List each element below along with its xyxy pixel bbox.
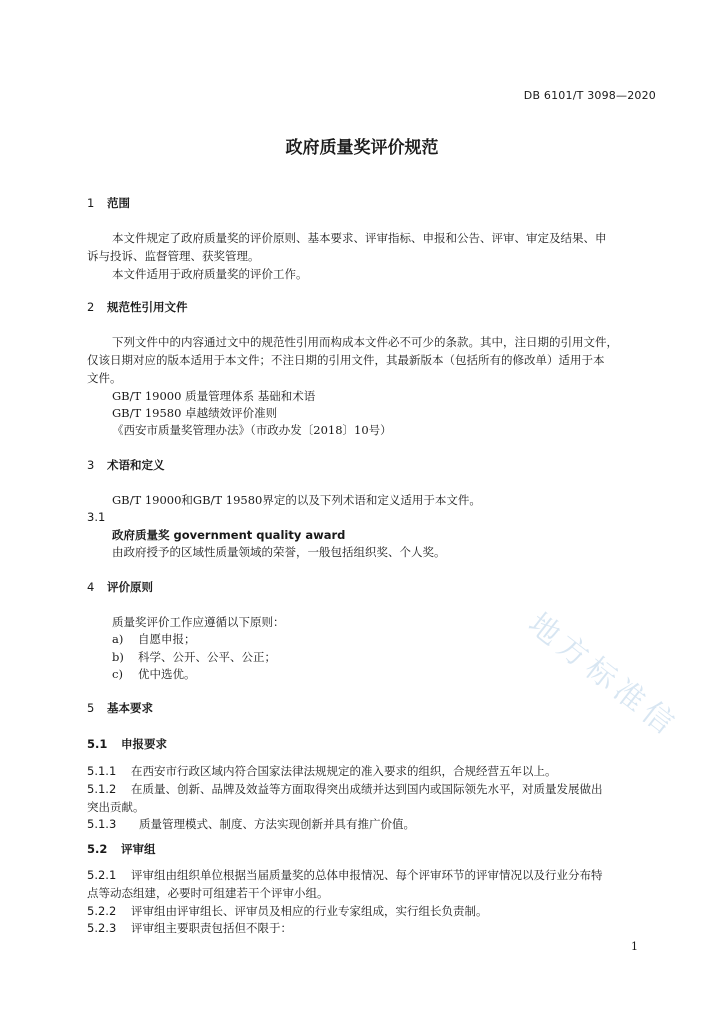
clause-number: 5.2.3	[87, 921, 117, 935]
list-item	[112, 648, 276, 666]
clause	[87, 902, 488, 920]
standard-code: DB 6101/T 3098—2020	[523, 89, 656, 102]
clause	[87, 866, 603, 884]
clause-text: 评审组由组织单位根据当届质量奖的总体申报情况、每个评审环节的评审情况以及行业分布特	[131, 868, 603, 882]
paragraph: 本文件规定了政府质量奖的评价原则、基本要求、评审指标、申报和公告、评审、审定及结果、申	[112, 231, 607, 245]
list-marker: a)	[112, 632, 124, 646]
list-marker: b)	[112, 650, 124, 664]
section-2-heading	[87, 299, 188, 315]
list-text: 自愿申报；	[138, 632, 196, 646]
paragraph: GB/T 19000和GB/T 19580界定的以及下列术语和定义适用于本文件。	[112, 493, 481, 507]
reference-item: 《西安市质量奖管理办法》（市政办发〔2018〕10号）	[112, 423, 392, 437]
section-5-heading	[87, 700, 153, 716]
subsection-number: 5.2	[87, 842, 108, 856]
reference-item: GB/T 19580 卓越绩效评价准则	[112, 406, 278, 420]
clause-text: 评审组由评审组长、评审员及相应的行业专家组成，实行组长负责制。	[131, 904, 488, 918]
clause-number: 5.1.1	[87, 764, 117, 778]
clause-text: 在西安市行政区域内符合国家法律法规规定的准入要求的组织，合规经营五年以上。	[131, 764, 557, 778]
clause-text: 评审组主要职责包括但不限于：	[131, 921, 292, 935]
term-definition: 由政府授予的区域性质量领域的荣誉，一般包括组织奖、个人奖。	[112, 545, 446, 559]
section-4-heading	[87, 579, 153, 595]
paragraph: 本文件适用于政府质量奖的评价工作。	[112, 267, 308, 281]
section-number: 3	[87, 458, 95, 472]
clause	[87, 780, 603, 798]
clause	[87, 815, 415, 833]
subsection-title: 申报要求	[121, 737, 167, 751]
list-text: 优中选优。	[138, 667, 196, 681]
section-1-heading	[87, 195, 130, 211]
subsection-5-1-heading	[87, 736, 167, 752]
list-marker: c)	[112, 667, 123, 681]
paragraph-continuation: 诉与投诉、监督管理、获奖管理。	[87, 249, 260, 263]
subsection-5-2-heading	[87, 841, 156, 857]
watermark: 地方标准信	[521, 606, 685, 745]
paragraph-continuation: 仅该日期对应的版本适用于本文件；不注日期的引用文件，其最新版本（包括所有的修改单）适用于本	[87, 353, 605, 367]
term-number: 3.1	[87, 510, 106, 524]
clause-number: 5.1.3	[87, 817, 117, 831]
document-title: 政府质量奖评价规范	[285, 138, 439, 158]
section-title: 规范性引用文件	[107, 300, 188, 314]
section-number: 5	[87, 701, 95, 715]
section-number: 1	[87, 196, 95, 210]
list-item	[112, 665, 196, 683]
reference-item: GB/T 19000 质量管理体系 基础和术语	[112, 389, 316, 403]
clause-number: 5.2.1	[87, 868, 117, 882]
section-number: 2	[87, 300, 95, 314]
clause-text: 质量管理模式、制度、方法实现创新并具有推广价值。	[139, 817, 415, 831]
section-title: 评价原则	[107, 580, 153, 594]
paragraph: 下列文件中的内容通过文中的规范性引用而构成本文件必不可少的条款。其中，注日期的引用文件，	[112, 335, 618, 349]
section-title: 基本要求	[107, 701, 153, 715]
page-number: 1	[631, 940, 638, 953]
term-name: 政府质量奖 government quality award	[112, 528, 346, 542]
subsection-number: 5.1	[87, 737, 108, 751]
clause-continuation: 点等动态组建，必要时可组建若干个评审小组。	[87, 886, 329, 900]
clause-text: 在质量、创新、品牌及效益等方面取得突出成绩并达到国内或国际领先水平，对质量发展做出	[131, 782, 603, 796]
paragraph-continuation: 文件。	[87, 371, 122, 385]
clause	[87, 762, 557, 780]
clause	[87, 919, 292, 937]
clause-number: 5.1.2	[87, 782, 117, 796]
section-title: 范围	[107, 196, 130, 210]
clause-number: 5.2.2	[87, 904, 117, 918]
paragraph: 质量奖评价工作应遵循以下原则：	[112, 615, 285, 629]
section-3-heading	[87, 457, 165, 473]
section-title: 术语和定义	[107, 458, 165, 472]
list-text: 科学、公开、公平、公正；	[138, 650, 276, 664]
list-item	[112, 630, 196, 648]
section-number: 4	[87, 580, 95, 594]
clause-continuation: 突出贡献。	[87, 800, 145, 814]
subsection-title: 评审组	[121, 842, 156, 856]
